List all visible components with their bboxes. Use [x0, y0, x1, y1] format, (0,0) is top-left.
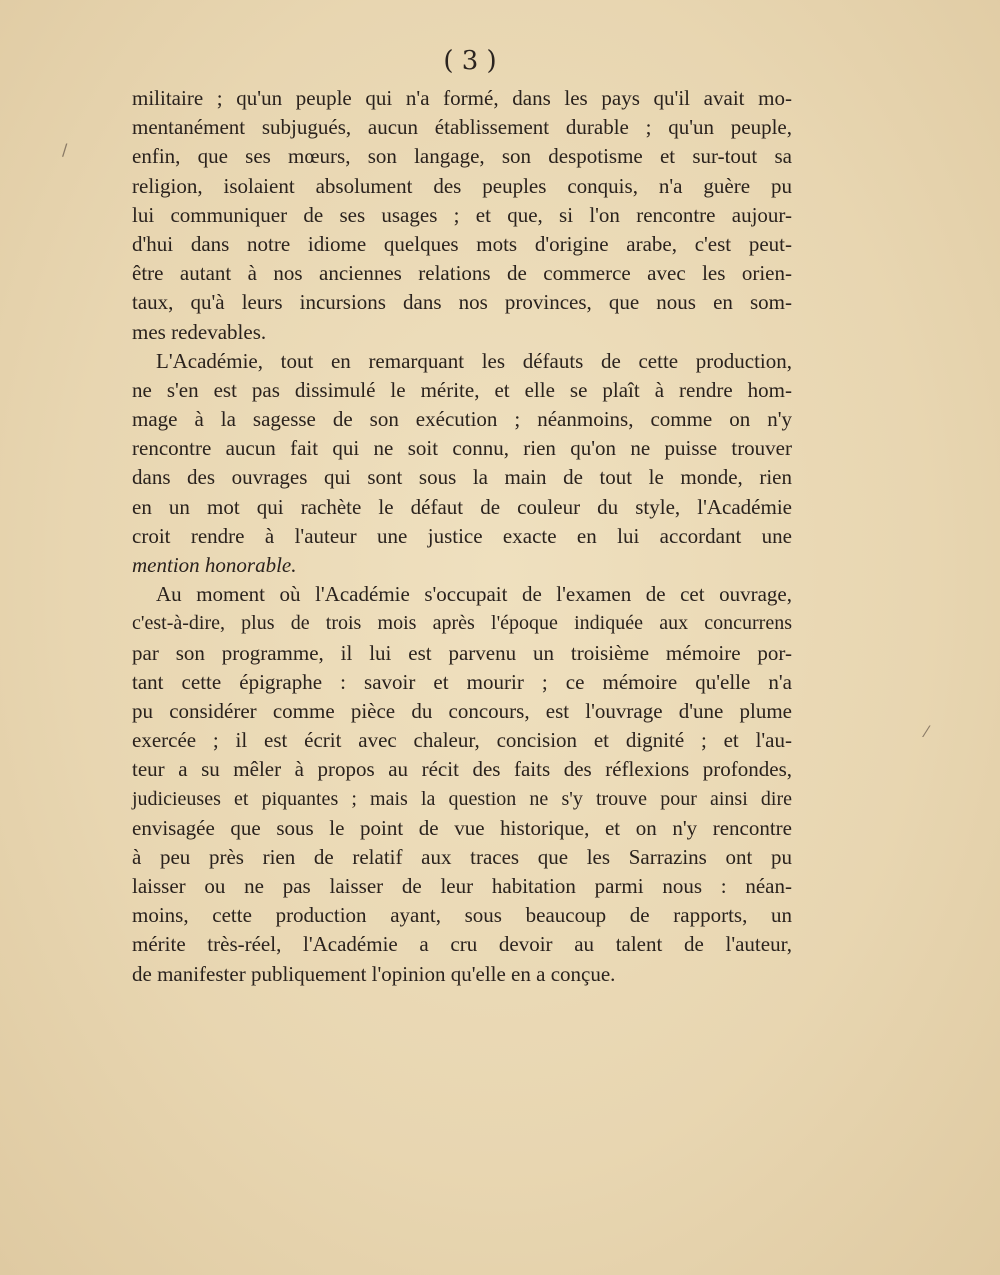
body-text	[132, 84, 792, 989]
text-line: envisagée que sous le point de vue historique, et on n'y rencontre	[132, 815, 792, 840]
text-line: teur a su mêler à propos au récit des faits des réflexions profondes,	[132, 757, 792, 782]
text-line: mérite très-réel, l'Académie a cru devoir au talent de l'auteur,	[132, 932, 792, 957]
margin-mark: ⁄	[925, 722, 928, 741]
text-line: militaire ; qu'un peuple qui n'a formé, dans les pays qu'il avait mo-	[132, 86, 792, 110]
text-line: judicieuses et piquantes ; mais la question ne s'y trouve pour ainsi dire	[132, 787, 792, 810]
text-line: Au moment où l'Académie s'occupait de l'examen de cet ouvrage,	[156, 582, 792, 607]
text-line: moins, cette production ayant, sous beaucoup de rapports, un	[132, 903, 792, 928]
paragraph-1	[132, 84, 792, 347]
text-line: pu considérer comme pièce du concours, est l'ouvrage d'une plume	[132, 698, 792, 723]
margin-mark: /	[62, 140, 68, 159]
text-line: par son programme, il lui est parvenu un troisième mémoire por-	[132, 640, 792, 665]
text-line: religion, isolaient absolument des peuples conquis, n'a guère pu	[132, 173, 792, 198]
page-number: ( 3 )	[443, 46, 497, 76]
text-line: d'hui dans notre idiome quelques mots d'origine arabe, c'est peut-	[132, 231, 792, 256]
text-line: croit rendre à l'auteur une justice exacte en lui accordant une	[132, 523, 792, 548]
text-line: être autant à nos anciennes relations de commerce avec les orien-	[132, 261, 792, 286]
text-line: mage à la sagesse de son exécution ; néanmoins, comme on n'y	[132, 407, 792, 432]
text-line: exercée ; il est écrit avec chaleur, concision et dignité ; et l'au-	[132, 728, 792, 753]
text-line: dans des ouvrages qui sont sous la main de tout le monde, rien	[132, 465, 792, 490]
text-line: L'Académie, tout en remarquant les défauts de cette production,	[156, 348, 792, 373]
text-line: laisser ou ne pas laisser de leur habitation parmi nous : néan-	[132, 874, 792, 899]
text-line: tant cette épigraphe : savoir et mourir ; ce mémoire qu'elle n'a	[132, 669, 792, 694]
text-line-italic	[132, 551, 792, 580]
text-line: en un mot qui rachète le défaut de couleur du style, l'Académie	[132, 494, 792, 519]
text-line: c'est-à-dire, plus de trois mois après l'époque indiquée aux concurrens	[132, 612, 792, 635]
text-line: enfin, que ses mœurs, son langage, son despotisme et sur-tout sa	[132, 144, 792, 169]
italic-phrase: mention honorable.	[132, 553, 297, 577]
text-line: mentanément subjugués, aucun établissement durable ; qu'un peuple,	[132, 115, 792, 140]
text-line: mes redevables.	[132, 319, 267, 344]
text-line: ne s'en est pas dissimulé le mérite, et elle se plaît à rendre hom-	[132, 377, 792, 402]
text-line: rencontre aucun fait qui ne soit connu, rien qu'on ne puisse trouver	[132, 436, 792, 461]
text-line: taux, qu'à leurs incursions dans nos provinces, que nous en som-	[132, 290, 792, 315]
text-line: à peu près rien de relatif aux traces que les Sarrazins ont pu	[132, 844, 792, 869]
paragraph-2	[132, 347, 792, 581]
paragraph-3	[132, 580, 792, 989]
text-line: lui communiquer de ses usages ; et que, si l'on rencontre aujour-	[132, 202, 792, 227]
text-line: de manifester publiquement l'opinion qu'elle en a conçue.	[132, 961, 616, 986]
